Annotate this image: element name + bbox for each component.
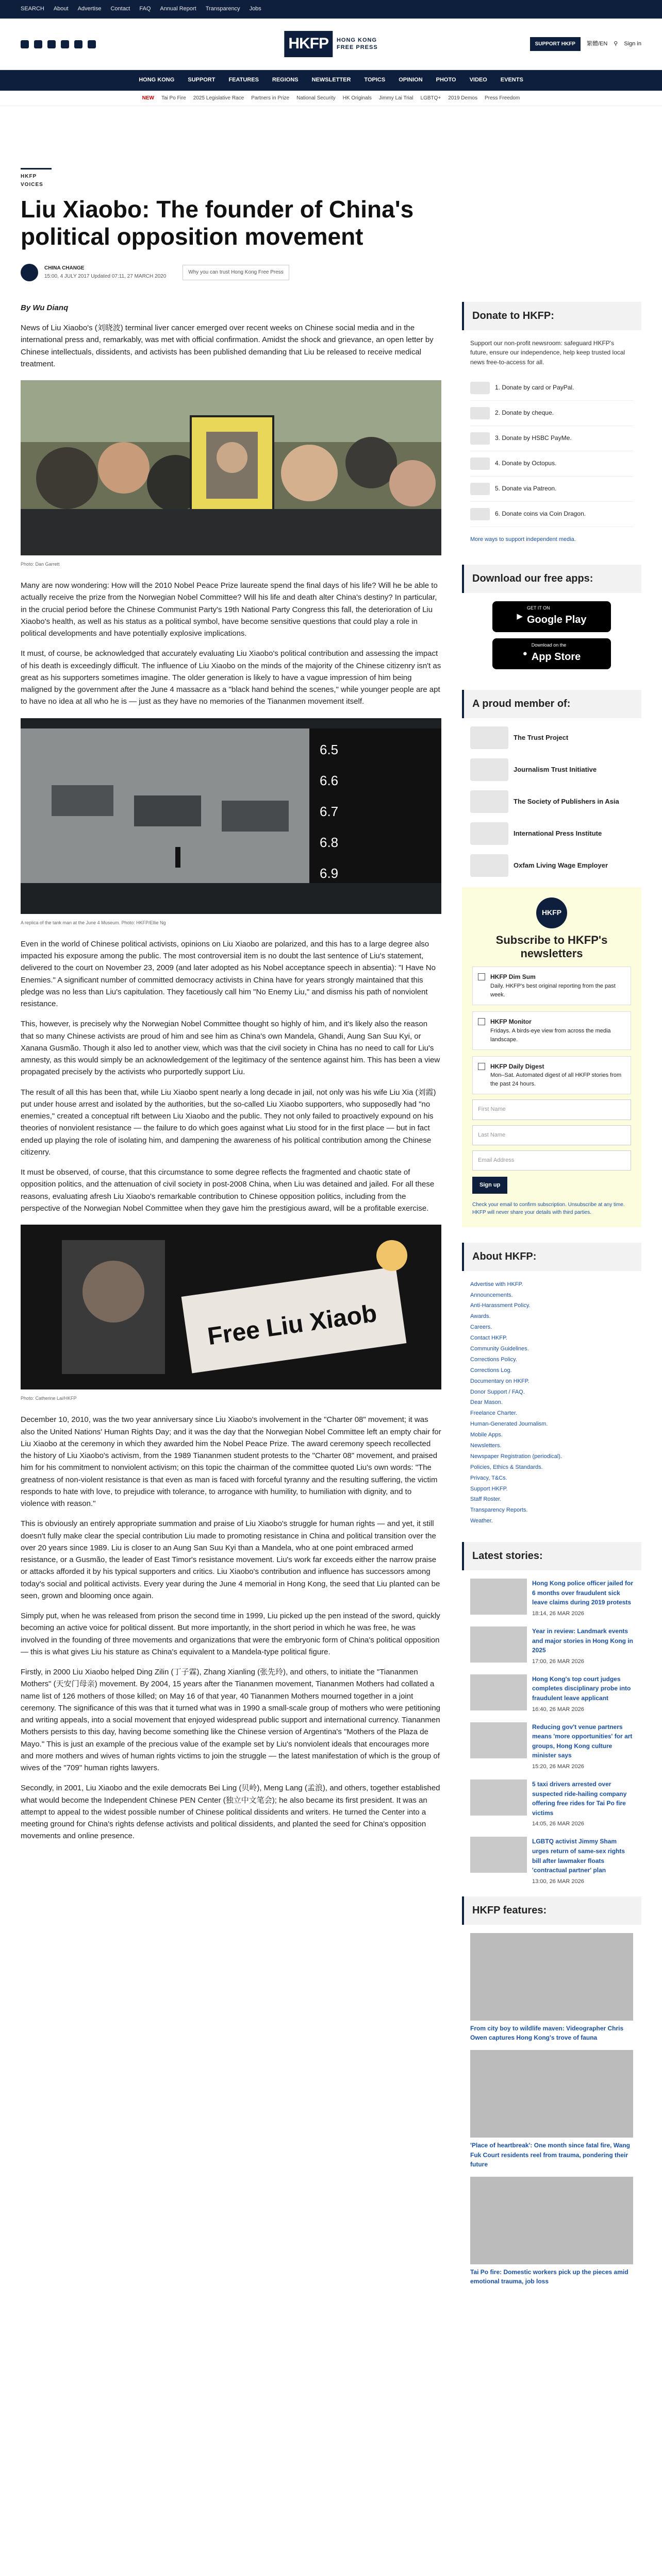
story-thumbnail[interactable] xyxy=(470,1626,527,1663)
feature-story[interactable] xyxy=(470,1933,633,2043)
story-time: 18:14, 26 MAR 2026 xyxy=(532,1610,584,1617)
author-name[interactable]: CHINA CHANGE xyxy=(44,265,85,272)
member-logo[interactable] xyxy=(470,790,633,813)
story-title[interactable]: Hong Kong police officer jailed for 6 months over fraudulent sick leave claims during 2019 protests xyxy=(532,1580,634,1606)
figure-protest xyxy=(21,380,441,568)
logo-line-2: FREE PRESS xyxy=(336,44,378,50)
about-link[interactable]: Human-Generated Journalism. xyxy=(470,1421,548,1428)
figure-tank-man xyxy=(21,718,441,927)
article-kicker[interactable]: HKFP VOICES xyxy=(21,168,52,189)
contact-link[interactable]: Contact xyxy=(110,6,130,12)
newsletter-logo: HKFP xyxy=(536,897,567,928)
story-thumbnail[interactable] xyxy=(470,1780,527,1816)
nav-features[interactable]: FEATURES xyxy=(228,77,259,83)
article-title: Liu Xiaobo: The founder of China's political opposition movement xyxy=(21,196,414,250)
member-name: Journalism Trust Initiative xyxy=(514,765,597,773)
trending-item[interactable]: 2019 Demos xyxy=(448,95,477,101)
latest-list xyxy=(462,1579,641,1886)
donate-option[interactable] xyxy=(470,376,633,401)
latest-story[interactable] xyxy=(470,1674,633,1714)
octopus-icon xyxy=(470,457,490,470)
features-widget xyxy=(462,1896,641,2286)
sign-in-link[interactable]: Sign in xyxy=(624,40,641,47)
story-time: 17:00, 26 MAR 2026 xyxy=(532,1658,584,1665)
about-link[interactable]: Corrections Policy. xyxy=(470,1356,517,1363)
about-link[interactable]: Awards. xyxy=(470,1313,491,1320)
article-meta: 15:00, 4 JULY 2017 Updated 07:11, 27 MARCH 2020 xyxy=(44,273,167,279)
newsletter-name: HKFP Monitor xyxy=(490,1018,532,1026)
about-link[interactable]: Transparency Reports. xyxy=(470,1507,528,1514)
sidebar xyxy=(462,302,641,2294)
about-widget xyxy=(462,1243,641,1527)
tank-year-label: 6.5 xyxy=(320,741,339,757)
donate-option[interactable] xyxy=(470,451,633,477)
story-thumbnail[interactable] xyxy=(470,1579,527,1615)
article-author-line: By Wu Dianq xyxy=(21,303,69,312)
linkedin-icon[interactable] xyxy=(74,40,82,48)
paragraph: Secondly, in 2001, Liu Xiaobo and the exile democrats Bei Ling (贝岭), Meng Lang (孟浪), and others, together established what would become the Independent Chinese PEN Center (独立中文笔会); he also became its first president. It was an attempt to appeal to the widest possible number of Chinese political dissidents and writers. He turned the Center into a meeting ground for China's rights defense activists and political dissidents, and planted the seed for China's opposition movements and online presence. xyxy=(21,1784,440,1841)
nav-hong-kong[interactable]: HONG KONG xyxy=(139,77,175,83)
story-thumbnail[interactable] xyxy=(470,1837,527,1873)
badge-big-text: App Store xyxy=(531,651,581,663)
annual-report-link[interactable]: Annual Report xyxy=(160,6,196,12)
story-title[interactable]: Hong Kong's top court judges completes disciplinary probe into fraudulent leave applicant xyxy=(532,1675,631,1702)
feature-story[interactable] xyxy=(470,2050,633,2170)
story-title[interactable]: LGBTQ activist Jimmy Sham urges return of same-sex rights bill after lawmaker floats 'contractual partner' plan xyxy=(532,1838,625,1874)
checkbox[interactable] xyxy=(478,1018,485,1025)
member-logo[interactable] xyxy=(470,854,633,877)
paragraph: This, however, is precisely why the Norwegian Nobel Committee thought so highly of him, and it's likely also the reason that so many Chinese activists are proud of him and see him as China's own Mandela, Ghandi, Aung San Suu Kyi, or Xanana Gusmão. Though it also led to another view, which was that the civil society in China has no need to call for Liu's amnesty, as this would simply be an acknowledgement of the legitimacy of the sentence against him. This has been a view propagated precisely by the activists who purportedly support Liu. xyxy=(21,1020,440,1077)
donate-option-label: 5. Donate via Patreon. xyxy=(495,485,557,493)
feature-image[interactable] xyxy=(470,1933,633,2021)
caption: Photo: Catherine Lai/HKFP xyxy=(21,1396,77,1401)
site-header xyxy=(0,19,662,70)
google-play-badge[interactable] xyxy=(492,601,611,632)
trending-item[interactable]: National Security xyxy=(296,95,336,101)
nav-photo[interactable]: PHOTO xyxy=(436,77,456,83)
app-store-badge[interactable] xyxy=(492,638,611,669)
feature-title[interactable]: Tai Po fire: Domestic workers pick up the pieces amid emotional trauma, job loss xyxy=(470,2268,628,2285)
members-widget xyxy=(462,690,641,877)
social-icons xyxy=(21,40,96,48)
newsletter-widget xyxy=(462,887,641,1227)
support-hkfp-button[interactable]: SUPPORT HKFP xyxy=(530,37,581,52)
nav-regions[interactable]: REGIONS xyxy=(272,77,299,83)
badge-small-text: GET IT ON xyxy=(526,605,550,611)
about-link[interactable]: Corrections Log. xyxy=(470,1367,512,1374)
member-logo[interactable] xyxy=(470,758,633,781)
trending-item[interactable]: HK Originals xyxy=(342,95,372,101)
trust-box[interactable] xyxy=(183,265,289,280)
donate-option-label: 3. Donate by HSBC PayMe. xyxy=(495,434,572,442)
protest-photo xyxy=(21,380,441,555)
checkbox[interactable] xyxy=(478,1063,485,1070)
members-title: A proud member of: xyxy=(462,690,641,718)
latest-story[interactable] xyxy=(470,1579,633,1618)
about-link[interactable]: Support HKFP. xyxy=(470,1485,508,1492)
card-icon xyxy=(470,382,490,394)
rss-icon[interactable] xyxy=(88,40,96,48)
jobs-link[interactable]: Jobs xyxy=(249,6,261,12)
badge-big-text: Google Play xyxy=(526,614,587,626)
paragraph: December 10, 2010, was the two year anniversary since Liu Xiaobo's involvement in the "Charter 08" movement; it was also the United Nations' Human Rights Day; and it was the day that the Norwegian Nobel Committee left an empty chair for Liu Xiaobo at the ceremony in which they awarded him the Nobel Peace Prize. The award ceremony speech recollected the history of Liu Xiaobo's activism, from the 1989 Tiananmen student protests to the "Charter 08" movement, and praised him for his commitment to nonviolent activism; on this topic the chairman of the committee quoted Liu's own words: "The greatness of non-violent resistance is that even as man is faced with forceful tyranny and the resulting suffering, the victim responds to hate with love, to prejudice with tolerance, to arrogance with humility, to humiliation with dignity, and to violence with reason." xyxy=(21,1415,441,1509)
about-link[interactable]: About xyxy=(53,6,69,12)
jti-logo xyxy=(470,758,508,781)
trending-item[interactable]: Press Freedom xyxy=(484,95,520,101)
more-ways-link[interactable]: More ways to support independent media. xyxy=(470,536,576,543)
banner-text: Free Liu Xiaob xyxy=(206,1299,379,1351)
tank-year-label: 6.7 xyxy=(320,803,339,819)
tank-man-photo xyxy=(21,718,441,914)
patreon-icon xyxy=(470,483,490,495)
about-list xyxy=(462,1279,641,1527)
feature-image[interactable] xyxy=(470,2050,633,2138)
about-link[interactable]: Policies, Ethics & Standards. xyxy=(470,1464,543,1470)
newsletter-option[interactable] xyxy=(472,1056,631,1095)
newsletter-option[interactable] xyxy=(472,1011,631,1050)
about-link[interactable]: Weather. xyxy=(470,1518,493,1524)
facebook-icon[interactable] xyxy=(21,40,29,48)
about-link[interactable]: Newspaper Registration (periodical). xyxy=(470,1453,562,1460)
newsletter-desc: Daily. HKFP's best original reporting from the past week. xyxy=(490,982,616,998)
trending-item[interactable]: Tai Po Fire xyxy=(161,95,186,101)
about-link[interactable]: Anti-Harassment Policy. xyxy=(470,1302,531,1309)
trending-item[interactable]: Jimmy Lai Trial xyxy=(378,95,413,101)
newsletter-note: Check your email to confirm subscription. Unsubscribe at any time. HKFP will never share your details with third parties. xyxy=(472,1201,625,1216)
article-body xyxy=(21,302,441,2294)
member-name: International Press Institute xyxy=(514,829,602,837)
member-name: Oxfam Living Wage Employer xyxy=(514,861,608,869)
story-time: 14:05, 26 MAR 2026 xyxy=(532,1821,584,1827)
latest-story[interactable] xyxy=(470,1626,633,1666)
about-link[interactable]: Privacy, T&Cs. xyxy=(470,1475,507,1481)
about-link[interactable]: Mobile Apps. xyxy=(470,1432,503,1438)
donate-option-label: 2. Donate by cheque. xyxy=(495,409,554,417)
tank-year-label: 6.8 xyxy=(320,834,339,850)
paragraph: Even in the world of Chinese political activists, opinions on Liu Xiaobo are polarized, and this has to a large degree also impacted his exposure among the public. The most controversial item is no doubt the last sentence of Liu's statement, delivered to the court on November 23, 2009 (and later adopted as his Nobel acceptance speech in absentia): "I Have No Enemies." A significant number of committed democracy activists in China have for years strongly maintained that this pledge was no less than Liu's capitulation. They facetiously call him "No Enemy Liu," and dismiss his path of nonviolent resistance. xyxy=(21,939,436,1009)
member-name: The Trust Project xyxy=(514,733,569,741)
about-link[interactable]: Community Guidelines. xyxy=(470,1345,529,1352)
story-title[interactable]: Year in review: Landmark events and major stories in Hong Kong in 2025 xyxy=(532,1627,634,1654)
trending-item[interactable]: LGBTQ+ xyxy=(420,95,441,101)
donate-option[interactable] xyxy=(470,502,633,527)
newsletter-name: HKFP Daily Digest xyxy=(490,1062,544,1070)
latest-title: Latest stories: xyxy=(462,1542,641,1570)
figure-free-liu xyxy=(21,1225,441,1402)
paragraph: It must be observed, of course, that this circumstance to some degree reflects the fragmented and chaotic state of opposition politics, and the attenuation of civil society in post-2008 China, when Liu was detained and jailed. For all these reasons, evaluating afresh Liu Xiaobo's remarkable contribution to Chinese opposition politics, including from the perspective of the Norwegian Nobel Committee when they gave him the prestigious award, will be a profitable exercise. xyxy=(21,1168,435,1213)
byline-row xyxy=(21,264,641,281)
x-icon[interactable] xyxy=(34,40,42,48)
newsletter-title: Subscribe to HKFP's newsletters xyxy=(495,933,608,960)
transparency-link[interactable]: Transparency xyxy=(205,6,240,12)
about-link[interactable]: Contact HKFP. xyxy=(470,1335,507,1342)
trending-item[interactable]: 2025 Legislative Race xyxy=(193,95,244,101)
nav-video[interactable]: VIDEO xyxy=(469,77,487,83)
donate-option-label: 1. Donate by card or PayPal. xyxy=(495,384,574,392)
donate-widget xyxy=(462,302,641,544)
donate-option[interactable] xyxy=(470,477,633,502)
member-name: The Society of Publishers in Asia xyxy=(514,797,619,805)
sign-up-button[interactable]: Sign up xyxy=(472,1177,507,1194)
about-link[interactable]: Advertise with HKFP. xyxy=(470,1281,523,1287)
caption: Photo: Dan Garrett xyxy=(21,562,60,567)
latest-story[interactable] xyxy=(470,1722,633,1771)
email-field[interactable]: Email Address xyxy=(472,1150,631,1171)
checkbox[interactable] xyxy=(478,973,485,980)
story-thumbnail[interactable] xyxy=(470,1674,527,1710)
donate-option[interactable] xyxy=(470,426,633,451)
donate-title: Donate to HKFP: xyxy=(462,302,641,330)
instagram-icon[interactable] xyxy=(47,40,56,48)
about-link[interactable]: Dear Mason. xyxy=(470,1399,503,1406)
nav-support[interactable]: SUPPORT xyxy=(188,77,216,83)
last-name-field[interactable]: Last Name xyxy=(472,1125,631,1145)
story-title[interactable]: 5 taxi drivers arrested over suspected ride-hailing company offering free rides for Tai Po fire victims xyxy=(532,1781,627,1817)
donate-text: Support our non-profit newsroom: safeguard HKFP's future, ensure our independence, help keep trusted local news free-to-access for all. xyxy=(470,339,625,366)
first-name-field[interactable]: First Name xyxy=(472,1099,631,1120)
caption: A replica of the tank man at the June 4 Museum. Photo: HKFP/Ellie Ng xyxy=(21,920,166,925)
latest-story[interactable] xyxy=(470,1837,633,1886)
paragraph: Firstly, in 2000 Liu Xiaobo helped Ding Zilin (丁子霖), Zhang Xianling (张先玲), and others, to initiate the "Tiananmen Mothers" (天安门母亲) movement. By 2004, 15 years after the Tiananmen movement, Tiananmen Mothers had collated a name list of 126 mothers of those killed; on May 16 of that year, 40 Tiananmen Mothers mourned together in a joint ceremony. The significance of this was that it turned what was in 1990 a small-scale group of mothers who were petitioning and writing appeals, into a social movement that enjoyed widespread public support and international currency. Tiananmen Mothers persists to this day, having become something like the Chinese version of Argentina's "Mothers of the Plaza de Mayo." This is just an example of the precious value of the example set by Liu's nonviolent ideals that encourages more and more mothers and wives of human rights victims to join the struggle — the latest manifestation of which is the group of wives of the "709" human rights lawyers. xyxy=(21,1668,441,1773)
apple-icon: ● xyxy=(522,649,527,658)
advertise-link[interactable]: Advertise xyxy=(77,6,102,12)
faq-link[interactable]: FAQ xyxy=(139,6,151,12)
author-avatar xyxy=(21,264,38,281)
nav-topics[interactable]: TOPICS xyxy=(364,77,386,83)
payme-icon xyxy=(470,432,490,445)
about-link[interactable]: Freelance Charter. xyxy=(470,1410,518,1417)
trending-label: NEW xyxy=(142,95,154,101)
about-link[interactable]: Donor Support / FAQ. xyxy=(470,1388,525,1395)
nav-newsletter[interactable]: NEWSLETTER xyxy=(311,77,351,83)
donate-option[interactable] xyxy=(470,401,633,426)
logo-mark: HKFP xyxy=(284,31,333,57)
about-link[interactable]: Staff Roster. xyxy=(470,1496,502,1503)
feature-title[interactable]: From city boy to wildlife maven: Videographer Chris Owen captures Hong Kong's trove of fauna xyxy=(470,2024,624,2042)
feature-title[interactable]: 'Place of heartbreak': One month since fatal fire, Wang Fuk Court residents reel from trauma, pondering their future xyxy=(470,2142,631,2168)
newsletter-desc: Mon–Sat. Automated digest of all HKFP stories from the past 24 hours. xyxy=(490,1072,622,1088)
feature-story[interactable] xyxy=(470,2177,633,2286)
story-title[interactable]: Reducing gov't venue partners means 'more opportunities' for art groups, Hong Kong culture minister says xyxy=(532,1723,633,1759)
ipi-logo xyxy=(470,822,508,845)
story-time: 16:40, 26 MAR 2026 xyxy=(532,1706,584,1713)
nav-opinion[interactable]: OPINION xyxy=(399,77,423,83)
free-liu-photo xyxy=(21,1225,441,1389)
newsletter-option[interactable] xyxy=(472,967,631,1005)
paragraph: Many are now wondering: How will the 2010 Nobel Peace Prize laureate spend the final days of his life? Will he be able to actually receive the prize from the Norwegian Nobel Committee? Will his life and death alter China's destiny? In particular, in the crucial period before the Chinese Communist Party's 19th National Party Congress this fall, the deterioration of Liu Xiaobo's health, as well as his status as a political symbol, have become sensitive questions that could play a role in political developments and have potentially explosive implications. xyxy=(21,581,438,638)
features-list xyxy=(462,1933,641,2286)
latest-story[interactable] xyxy=(470,1780,633,1828)
trust-link[interactable]: Why you can trust Hong Kong Free Press xyxy=(188,269,284,276)
paragraph: It must, of course, be acknowledged that accurately evaluating Liu Xiaobo's political contribution and assessing the impact of his death is exceedingly difficult. The influence of Liu Xiaobo on the minds of the majority of the Chinese citizenry isn't as great as his supporters sometimes imagine. The older generation is likely to have a vague impression of him being maligned by the government after the June 4 massacre as a "black hand behind the scenes," while younger people are apt to have no idea at all who he is — just as they have no memories of the Tiananmen movement itself. xyxy=(21,649,441,706)
tank-year-label: 6.6 xyxy=(320,772,339,788)
paragraph: This is obviously an entirely appropriate summation and praise of Liu Xiaobo's struggle for human rights — and yet, it still doesn't fully make clear the special contribution Liu made to promoting resistance in China and political transition over the over 20 years since 1989. Liu is closer to an Aung San Suu Kyi than a Mandela, who at one point embraced armed resistance, or a Gusmão, the leader of East Timor's resistance movement. Liu's work far exceeds either the narrow praise or attacks afforded it by his typical supporters and critics. Liu Xiaobo's contribution and influence has successors among today's social and political activists. Every year during the June 4 memorial in Hong Kong, the seed that Liu planted can be seen, grown and blooming once again. xyxy=(21,1519,440,1600)
story-time: 13:00, 26 MAR 2026 xyxy=(532,1878,584,1885)
coin-icon xyxy=(470,508,490,520)
paragraph: The result of all this has been that, while Liu Xiaobo spent nearly a long decade in jail, not only was his wife Liu Xia (刘霞) put under house arrest and isolated by the authorities, but the so-called Liu Xiaobo supporters, who supposedly had "no enemies," created a conceptual rift between Liu Xiaobo and the public. They not only failed to proactively expound on his theories of nonviolent resistance — the failure to do which goes against what Liu stood for in the first place — but in fact ended up playing the role of isolating him, and dampening the awareness of his political contribution among the Chinese citizenry. xyxy=(21,1088,436,1157)
youtube-icon[interactable] xyxy=(61,40,69,48)
site-logo[interactable] xyxy=(284,31,377,57)
story-time: 15:20, 26 MAR 2026 xyxy=(532,1763,584,1770)
paragraph: Simply put, when he was released from prison the second time in 1999, Liu picked up the pen instead of the sword, quickly becoming an active voice for political dissent. But more importantly, in the short period in which he was free, he was involved in the founding of three movements and organizations that were the embryonic form of China's political opposition — this is what gives Liu his stature as China's equivalent to a Mandela-type political figure. xyxy=(21,1612,440,1656)
newsletter-desc: Fridays. A birds-eye view from across the media landscape. xyxy=(490,1027,611,1043)
about-link[interactable]: Documentary on HKFP. xyxy=(470,1378,529,1384)
trust-project-logo xyxy=(470,726,508,749)
cheque-icon xyxy=(470,407,490,419)
tank-year-label: 6.9 xyxy=(320,865,339,881)
trending-item[interactable]: Partners in Prize xyxy=(251,95,290,101)
top-utility-bar xyxy=(0,0,662,19)
about-link[interactable]: Announcements. xyxy=(470,1292,513,1298)
donate-option-label: 6. Donate coins via Coin Dragon. xyxy=(495,510,586,518)
story-thumbnail[interactable] xyxy=(470,1722,527,1758)
about-title: About HKFP: xyxy=(462,1243,641,1271)
newsletter-name: HKFP Dim Sum xyxy=(490,973,536,981)
apps-widget xyxy=(462,565,641,669)
search-icon[interactable]: ⚲ xyxy=(614,40,618,47)
oxfam-logo xyxy=(470,854,508,877)
member-logo[interactable] xyxy=(470,822,633,845)
paragraph: News of Liu Xiaobo's (刘晓波) terminal liver cancer emerged over recent weeks on Chinese social media and in the international press and, remarkably, was met with official confirmation. Amidst the shock and grievance, an open letter by Chinese intellectuals, dissidents, and activists has been published demanding that Liu be released to receive medical treatment. xyxy=(21,324,434,368)
member-logo[interactable] xyxy=(470,726,633,749)
features-title: HKFP features: xyxy=(462,1896,641,1925)
nav-events[interactable]: EVENTS xyxy=(500,77,523,83)
feature-image[interactable] xyxy=(470,2177,633,2264)
main-nav xyxy=(0,70,662,91)
badge-small-text: Download on the xyxy=(531,642,567,648)
apps-title: Download our free apps: xyxy=(462,565,641,593)
about-link[interactable]: Careers. xyxy=(470,1324,492,1331)
donate-option-label: 4. Donate by Octopus. xyxy=(495,460,557,467)
play-icon: ▶ xyxy=(517,612,523,621)
trending-bar xyxy=(0,91,662,106)
latest-widget xyxy=(462,1542,641,1886)
logo-line-1: HONG KONG xyxy=(336,37,377,44)
sopa-logo xyxy=(470,790,508,813)
about-link[interactable]: Newsletters. xyxy=(470,1443,502,1449)
search-link[interactable]: SEARCH xyxy=(21,6,44,12)
language-toggle[interactable]: 繁體/EN xyxy=(586,40,608,47)
